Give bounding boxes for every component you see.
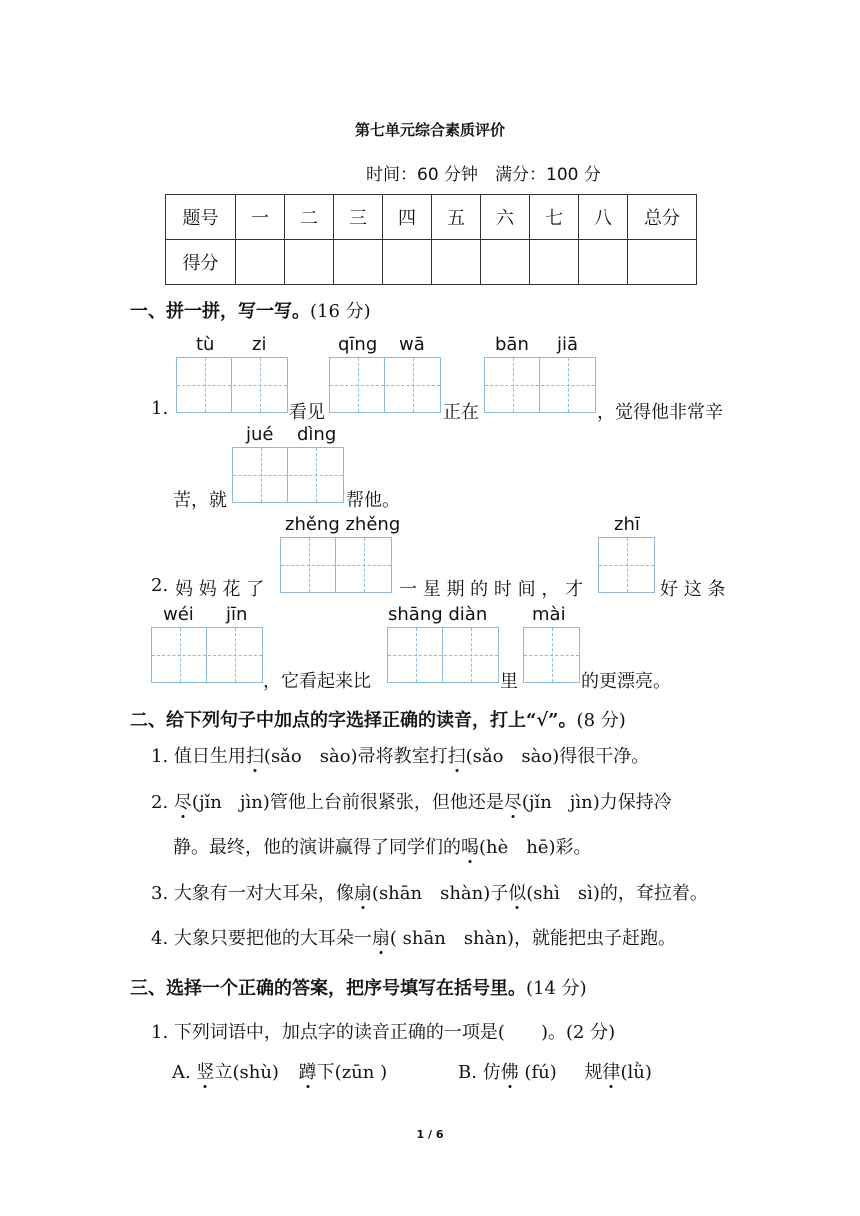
option-label: A. [172, 1062, 191, 1083]
score-cell: 四 [383, 195, 432, 240]
section2-heading [130, 706, 626, 732]
pinyin: jīn [226, 604, 248, 625]
dotted-char: 佛 [501, 1058, 519, 1084]
question-text: 正在 [443, 402, 479, 423]
score-table [165, 194, 697, 285]
question-number: 3. [151, 883, 169, 904]
score-input[interactable] [432, 240, 481, 285]
score-cell: 六 [481, 195, 530, 240]
score-label: 得分 [166, 240, 236, 285]
score-cell: 七 [530, 195, 579, 240]
score-input[interactable] [481, 240, 530, 285]
dotted-char: 喝 [461, 833, 479, 859]
dotted-char: 似 [508, 879, 526, 905]
dotted-char: 扫 [448, 742, 466, 768]
question-text: 看见 [289, 402, 325, 423]
question-number: 1. [151, 398, 169, 419]
option-text: 规 [584, 1062, 603, 1083]
section1-heading-text: 一、拼一拼，写一写。 [130, 301, 310, 322]
question-text: (jǐn jìn)管他上台前很紧张，但他还是 [191, 792, 504, 813]
question-text: 里 [500, 671, 518, 692]
page-number: 1 / 6 [416, 1128, 444, 1141]
score-input[interactable] [628, 240, 697, 285]
dotted-char: 扇 [354, 879, 372, 905]
question-text: ( shān shàn)，就能把虫子赶跑。 [389, 928, 676, 949]
score-cell: 一 [236, 195, 285, 240]
question-text: 大象有一对大耳朵，像 [173, 883, 354, 904]
question-text: 一 星 期 的 时 间 ， 才 [399, 579, 584, 600]
section2-heading-text: 二、给下列句子中加点的字选择正确的读音，打上“√”。 [130, 710, 577, 731]
dotted-char: 律 [602, 1058, 620, 1084]
pinyin: bān [495, 334, 529, 355]
question-row [151, 1018, 615, 1044]
score-cell: 三 [334, 195, 383, 240]
score-input[interactable] [236, 240, 285, 285]
section3-heading [130, 974, 587, 1000]
tianzige-box[interactable] [232, 447, 344, 503]
pinyin: wā [399, 334, 425, 355]
pinyin: zi [252, 334, 267, 355]
pinyin: tù [196, 334, 215, 355]
question-text: 好 这 条 [660, 579, 726, 600]
pinyin: dìng [297, 424, 337, 445]
pinyin: shāng diàn [388, 604, 488, 625]
question-text: (shì sì)的，耷拉着。 [526, 883, 708, 904]
question-text: ，觉得他非常辛 [597, 402, 723, 423]
score-input[interactable] [383, 240, 432, 285]
exam-meta: 时间：60 分钟 满分：100 分 [366, 165, 601, 185]
dotted-char: 蹲 [299, 1058, 317, 1084]
score-input[interactable] [334, 240, 383, 285]
dotted-char: 尽 [504, 788, 522, 814]
question-text: (sǎo sào)帚将教室打 [263, 746, 448, 767]
dotted-char: 竖 [196, 1058, 214, 1084]
dotted-char: 扇 [372, 924, 390, 950]
question-text: 下列词语中，加点字的读音正确的一项是( )。(2 分) [173, 1022, 616, 1043]
tianzige-box-single[interactable] [523, 627, 580, 683]
score-input[interactable] [530, 240, 579, 285]
score-cell: 题号 [166, 195, 236, 240]
tianzige-box[interactable] [151, 627, 263, 683]
question-text: 妈 妈 花 了 [175, 579, 265, 600]
question-number: 2. [151, 575, 169, 596]
question-text: 静。最终，他的演讲赢得了同学们的 [173, 837, 461, 858]
pinyin: mài [532, 604, 566, 625]
pinyin: jiā [557, 334, 579, 355]
question-row [151, 879, 708, 905]
question-number: 1. [151, 746, 169, 767]
tianzige-box[interactable] [329, 357, 441, 413]
pinyin: qīng [338, 334, 378, 355]
pinyin: zhī [614, 514, 640, 535]
question-number: 4. [151, 928, 169, 949]
question-number: 2. [151, 792, 169, 813]
question-number: 1. [151, 1022, 169, 1043]
pinyin: zhěng zhěng [285, 514, 401, 535]
page-title: 第七单元综合素质评价 [354, 121, 505, 139]
question-text: (sǎo sào)得很干净。 [465, 746, 650, 767]
question-text: 帮他。 [346, 490, 400, 511]
question-row [151, 924, 676, 950]
tianzige-box-single[interactable] [598, 537, 655, 593]
tianzige-box[interactable] [176, 357, 288, 413]
score-cell: 八 [579, 195, 628, 240]
score-input[interactable] [285, 240, 334, 285]
question-text: (hè hē)彩。 [479, 837, 592, 858]
score-header-row [166, 195, 697, 240]
question-row [151, 788, 672, 814]
option-text: (lǜ) [620, 1062, 652, 1083]
tianzige-box[interactable] [387, 627, 499, 683]
question-text: (jǐn jìn)力保持冷 [521, 792, 672, 813]
option-text: (fú) [524, 1062, 557, 1083]
question-row [151, 742, 649, 768]
question-text: ，它看起来比 [263, 671, 371, 692]
question-text: 的更漂亮。 [581, 671, 671, 692]
question-row [173, 833, 592, 859]
option-text: 立(shù) [214, 1062, 279, 1083]
option-text: 仿 [482, 1062, 501, 1083]
pinyin: jué [246, 424, 274, 445]
question-text: 苦，就 [173, 490, 227, 511]
dotted-char: 尽 [174, 788, 192, 814]
question-text: (shān shàn)子 [371, 883, 509, 904]
tianzige-box[interactable] [484, 357, 596, 413]
question-text: 大象只要把他的大耳朵一 [173, 928, 372, 949]
section3-heading-text: 三、选择一个正确的答案，把序号填写在括号里。 [130, 978, 526, 999]
section1-heading [130, 297, 371, 323]
pinyin: wéi [163, 604, 194, 625]
score-value-row [166, 240, 697, 285]
score-input[interactable] [579, 240, 628, 285]
section3-points: (14 分) [526, 978, 587, 999]
dotted-char: 扫 [246, 742, 264, 768]
option-text: 下(zūn ) [316, 1062, 388, 1083]
score-cell: 五 [432, 195, 481, 240]
tianzige-box[interactable] [280, 537, 392, 593]
option-a[interactable] [172, 1058, 387, 1084]
option-label: B. [458, 1062, 477, 1083]
section1-points: (16 分) [310, 301, 371, 322]
score-cell: 二 [285, 195, 334, 240]
question-text: 值日生用 [173, 746, 246, 767]
score-cell: 总分 [628, 195, 697, 240]
option-b[interactable] [458, 1058, 652, 1084]
section2-points: (8 分) [576, 710, 626, 731]
